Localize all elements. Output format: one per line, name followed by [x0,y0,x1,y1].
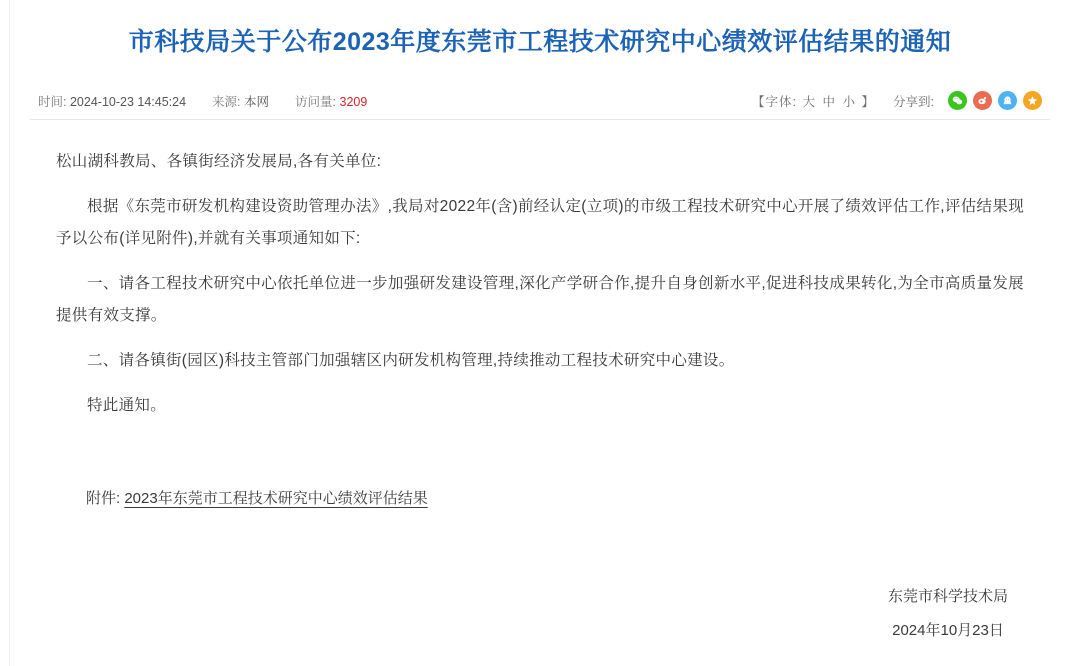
favorite-icon[interactable] [1023,91,1042,110]
salutation-paragraph: 松山湖科教局、各镇街经济发展局,各有关单位: [56,153,382,170]
view-count-value: 3209 [339,94,368,109]
source-label: 来源: [212,94,241,109]
left-gutter [0,0,10,666]
qq-icon[interactable] [998,91,1017,110]
body-paragraph-3: 二、请各镇街(园区)科技主管部门加强辖区内研发机构管理,持续推动工程技术研究中心建设。 [87,352,735,369]
wechat-icon[interactable] [948,91,967,110]
attachment-label: 附件: [86,490,121,507]
font-size-large-button[interactable]: 大 [802,94,817,109]
publish-time-value: 2024-10-23 14:45:24 [69,94,187,109]
body-paragraph-4: 特此通知。 [87,397,167,414]
attachment-link[interactable]: 2023年东莞市工程技术研究中心绩效评估结果 [124,490,428,507]
source-value: 本网 [244,94,270,109]
body-paragraph-2: 一、请各工程技术研究中心依托单位进一步加强研发建设管理,深化产学研合作,提升自身创新水平,促进科技成果转化,为全市高质量发展提供有效支撑。 [56,275,1024,324]
font-size-medium-button[interactable]: 中 [822,94,837,109]
share-icon-group [948,91,1042,110]
font-size-prefix: 【字体: [752,94,798,109]
signature-issuer: 东莞市科学技术局 [887,588,1008,605]
view-count [295,92,367,110]
signature-block [888,580,1008,648]
article-body [0,120,1080,422]
source [212,92,269,110]
publish-time-label: 时间: [38,94,67,109]
body-paragraph-1: 根据《东莞市研发机构建设资助管理办法》,我局对2022年(含)前经认定(立项)的市级工程技术研究中心开展了绩效评估工作,评估结果现予以公布(详见附件),并就有关事项通知如下: [56,198,1024,247]
publish-time [38,92,186,110]
attachment-section [0,435,1080,513]
font-size-suffix: 】 [861,94,876,109]
article-meta-bar [30,82,1050,120]
signature-date: 2024年10月23日 [892,622,1004,639]
meta-tools-group [752,91,1042,110]
page-title: 市科技局关于公布2023年度东莞市工程技术研究中心绩效评估结果的通知 [128,28,952,56]
view-count-label: 访问量: [295,94,337,109]
font-size-controls [752,92,875,110]
meta-info-group [38,92,367,110]
weibo-icon[interactable] [973,91,992,110]
share-label: 分享到: [893,94,934,109]
font-size-small-button[interactable]: 小 [842,94,857,109]
